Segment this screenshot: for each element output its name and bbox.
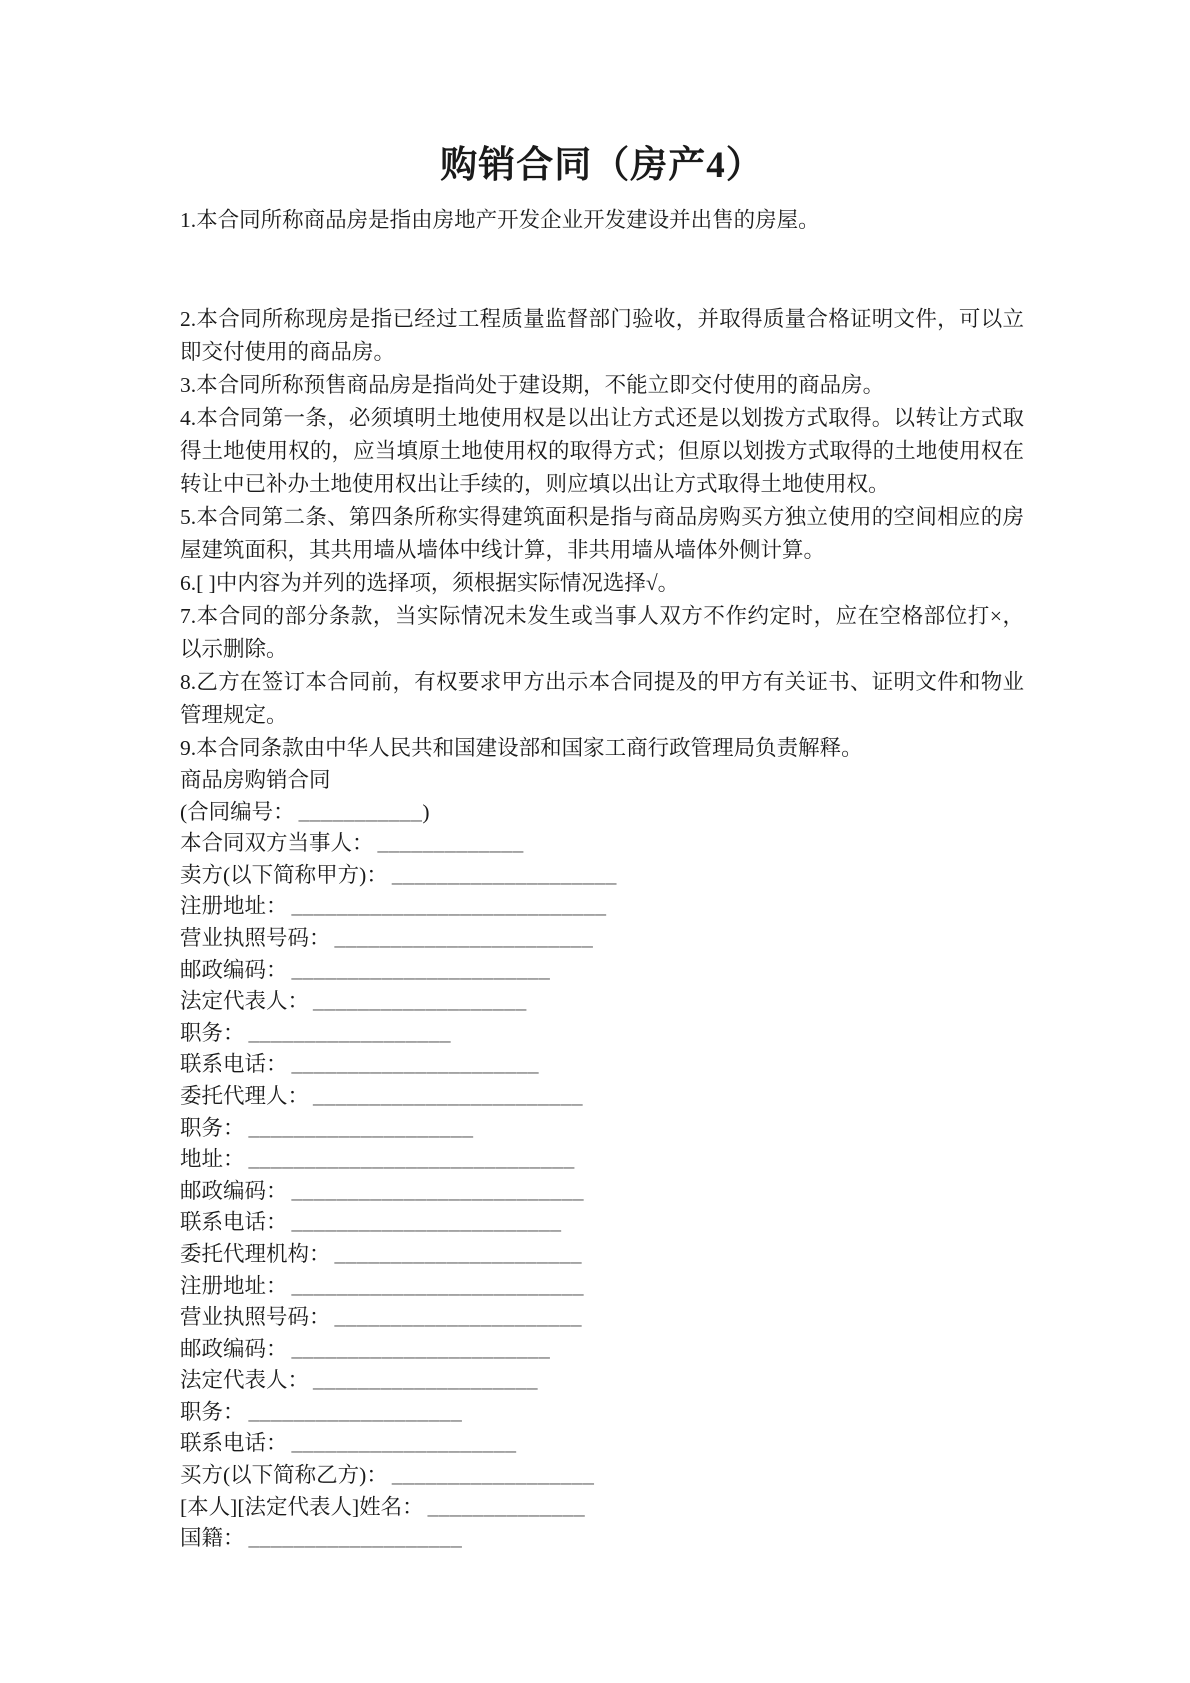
clause-paragraph-9: 9.本合同条款由中华人民共和国建设部和国家工商行政管理局负责解释。 xyxy=(180,736,863,760)
field-label: 邮政编码： xyxy=(180,957,288,982)
form-field-entrusted-agent xyxy=(180,1081,1024,1113)
form-field-contract-number xyxy=(180,797,1024,829)
field-blank-line: _____________ xyxy=(377,831,524,856)
form-field-postal-code xyxy=(180,1334,1024,1366)
form-field-postal-code xyxy=(180,1176,1024,1208)
field-label: 职务： xyxy=(180,1399,245,1424)
form-field-entrusted-agency xyxy=(180,1239,1024,1271)
field-blank-line: ____________________ xyxy=(313,1368,539,1393)
field-blank-line: ______________________ xyxy=(291,1052,540,1077)
field-blank-line: ____________________ xyxy=(248,1115,474,1140)
field-label: 营业执照号码： xyxy=(180,925,331,950)
field-label: 地址： xyxy=(180,1147,245,1172)
document-title: 购销合同（房产4） xyxy=(440,145,764,186)
field-blank-line: ________________________ xyxy=(291,1210,562,1235)
clause-paragraph-2: 2.本合同所称现房是指已经过工程质量监督部门验收，并取得质量合格证明文件，可以立即交付使用的商品房。 xyxy=(180,307,1024,364)
field-blank-line: __________________________ xyxy=(291,1178,585,1203)
form-field-business-license xyxy=(180,1302,1024,1334)
form-field-buyer xyxy=(180,1460,1024,1492)
clause-paragraph-6: 6.[ ]中内容为并列的选择项，须根据实际情况选择√。 xyxy=(180,571,680,595)
field-label: 卖方(以下简称甲方)： xyxy=(180,862,388,887)
form-field-postal-code xyxy=(180,955,1024,987)
form-field-business-license xyxy=(180,923,1024,955)
field-blank-line: ____________________ xyxy=(391,862,617,887)
field-label: 注册地址： xyxy=(180,894,288,919)
form-field-phone xyxy=(180,1049,1024,1081)
field-blank-line: __________________ xyxy=(391,1463,595,1488)
field-blank-line: _____________________________ xyxy=(248,1147,575,1172)
field-label: 联系电话： xyxy=(180,1431,288,1456)
clause-paragraph-8: 8.乙方在签订本合同前，有权要求甲方出示本合同提及的甲方有关证书、证明文件和物业管理规定。 xyxy=(180,670,1024,727)
form-field-registered-address xyxy=(180,1271,1024,1303)
field-blank-line: ____________________ xyxy=(291,1431,517,1456)
field-label: 委托代理机构： xyxy=(180,1241,331,1266)
form-field-registered-address xyxy=(180,891,1024,923)
field-label: 委托代理人： xyxy=(180,1083,310,1108)
form-field-phone xyxy=(180,1207,1024,1239)
form-field-address xyxy=(180,1144,1024,1176)
clause-paragraph-4: 4.本合同第一条，必须填明土地使用权是以出让方式还是以划拨方式取得。以转让方式取得土地使用权的，应当填原土地使用权的取得方式；但原以划拨方式取得的土地使用权在转让中已补办土地使用权出让手续的，则应填以出让方式取得土地使用权。 xyxy=(180,406,1024,496)
form-field-phone xyxy=(180,1428,1024,1460)
field-label: 联系电话： xyxy=(180,1210,288,1235)
clause-paragraph-7: 7.本合同的部分条款，当实际情况未发生或当事人双方不作约定时，应在空格部位打×，以示删除。 xyxy=(180,604,1024,661)
form-field-position xyxy=(180,1397,1024,1429)
field-label: 法定代表人： xyxy=(180,1368,310,1393)
form-field-legal-representative xyxy=(180,986,1024,1018)
field-label: 职务： xyxy=(180,1020,245,1045)
field-label: 法定代表人： xyxy=(180,989,310,1014)
contract-form-heading: 商品房购销合同 xyxy=(180,768,331,792)
field-suffix: ) xyxy=(422,799,430,824)
field-blank-line: ___________________ xyxy=(248,1526,463,1551)
field-label: 邮政编码： xyxy=(180,1336,288,1361)
field-label: 注册地址： xyxy=(180,1273,288,1298)
field-label: 职务： xyxy=(180,1115,245,1140)
form-field-name xyxy=(180,1492,1024,1524)
field-blank-line: _______________________ xyxy=(291,1336,551,1361)
field-blank-line: ___________ xyxy=(298,799,423,824)
field-blank-line: ___________________ xyxy=(248,1399,463,1424)
field-label: 邮政编码： xyxy=(180,1178,288,1203)
field-blank-line: ________________________ xyxy=(313,1083,584,1108)
field-blank-line: ____________________________ xyxy=(291,894,607,919)
field-label: 买方(以下简称乙方)： xyxy=(180,1463,388,1488)
field-blank-line: _______________________ xyxy=(334,925,594,950)
clause-paragraph-3: 3.本合同所称预售商品房是指尚处于建设期，不能立即交付使用的商品房。 xyxy=(180,373,885,397)
field-label: 国籍： xyxy=(180,1526,245,1551)
form-field-parties xyxy=(180,828,1024,860)
form-field-position xyxy=(180,1018,1024,1050)
form-field-seller xyxy=(180,860,1024,892)
field-label: (合同编号： xyxy=(180,799,295,824)
field-blank-line: _______________________ xyxy=(291,957,551,982)
field-label: 营业执照号码： xyxy=(180,1305,331,1330)
field-blank-line: ______________ xyxy=(427,1494,586,1519)
clause-paragraph-5: 5.本合同第二条、第四条所称实得建筑面积是指与商品房购买方独立使用的空间相应的房屋建筑面积，其共用墙从墙体中线计算，非共用墙从墙体外侧计算。 xyxy=(180,505,1024,562)
form-field-position xyxy=(180,1113,1024,1145)
field-label: 本合同双方当事人： xyxy=(180,831,374,856)
clause-paragraph-1: 1.本合同所称商品房是指由房地产开发企业开发建设并出售的房屋。 xyxy=(180,208,820,232)
field-label: [本人][法定代表人]姓名： xyxy=(180,1494,424,1519)
paragraph-spacer xyxy=(180,237,1024,303)
field-blank-line: ______________________ xyxy=(334,1305,583,1330)
field-label: 联系电话： xyxy=(180,1052,288,1077)
field-blank-line: ______________________ xyxy=(334,1241,583,1266)
field-blank-line: __________________ xyxy=(248,1020,452,1045)
field-blank-line: ___________________ xyxy=(313,989,527,1014)
form-field-legal-representative xyxy=(180,1365,1024,1397)
form-field-nationality xyxy=(180,1523,1024,1555)
field-blank-line: __________________________ xyxy=(291,1273,585,1298)
contract-form-section xyxy=(180,765,1024,1555)
